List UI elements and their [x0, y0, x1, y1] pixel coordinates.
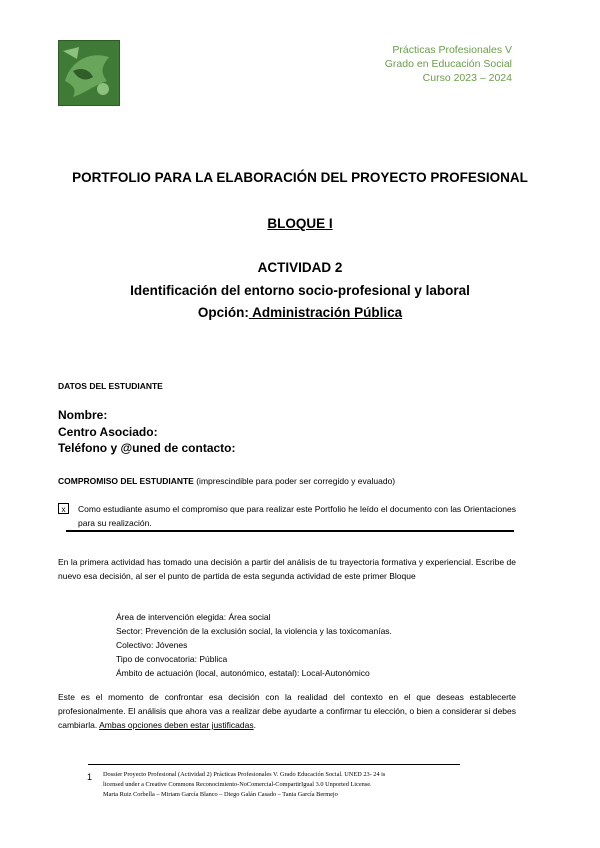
decision-list — [116, 610, 392, 680]
opcion-label: Opción: — [197, 305, 249, 320]
footer-rule — [88, 764, 460, 765]
footer-line-2: licensed under a Creative Commons Reconocimiento-NoComercial-CompartirIgual 3.0 Unported License. — [103, 781, 372, 788]
actividad-heading: ACTIVIDAD 2 — [257, 260, 343, 275]
bloque-heading: BLOQUE I — [267, 216, 333, 231]
telefono-field: Teléfono y @uned de contacto: — [58, 441, 236, 455]
page-number: 1 — [87, 772, 93, 782]
compromiso-heading-line — [58, 476, 395, 486]
student-fields — [58, 407, 236, 457]
header-line-3: Curso 2023 – 2024 — [422, 72, 512, 84]
opcion-line — [0, 305, 600, 320]
closing-paragraph — [58, 690, 516, 732]
ambito-item: Ámbito de actuación (local, autonómico, estatal): Local-Autonómico — [116, 668, 370, 678]
compromiso-note: (imprescindible para poder ser corregido y evaluado) — [193, 476, 396, 486]
centro-field: Centro Asociado: — [58, 424, 158, 439]
compromiso-heading: COMPROMISO DEL ESTUDIANTE — [58, 476, 194, 486]
university-logo — [58, 40, 120, 106]
header-line-1: Prácticas Profesionales V — [392, 44, 512, 56]
sector-item: Sector: Prevención de la exclusión social, la violencia y las toxicomanías. — [116, 626, 392, 636]
activity-subtitle: Identificación del entorno socio-profesional y laboral — [130, 283, 470, 298]
footer-license — [103, 770, 503, 800]
compromiso-text: Como estudiante asumo el compromiso que para realizar este Portfolio he leído el documento con las Orientaciones para su realización. — [78, 504, 516, 528]
footer-line-3: Marta Ruiz Corbella – Miriam García Blanco – Diego Galán Casado – Tania García Bermejo — [103, 791, 338, 798]
closing-text: Este es el momento de confrontar esa decisión con la realidad del contexto en el que deseas establecerte profesionalmente. El análisis que ahora vas a realizar debe ayudarte a confirmar tu elección, o bien a considerar si debes cambiarla. — [58, 692, 516, 730]
header-line-2: Grado en Educación Social — [384, 58, 512, 70]
intro-paragraph: En la primera actividad has tomado una decisión a partir del análisis de tu trayectoria formativa y experiencial. Escribe de nuevo esa decisión, al ser el punto de partida de esta segunda actividad de este primer Bloque — [58, 557, 516, 581]
document-title: PORTFOLIO PARA LA ELABORACIÓN DEL PROYECTO PROFESIONAL — [72, 170, 528, 185]
compromiso-checkbox[interactable]: x — [58, 503, 69, 514]
area-item: Área de intervención elegida: Área social — [116, 612, 271, 622]
closing-end: . — [253, 720, 256, 730]
footer-line-1: Dossier Proyecto Profesional (Actividad 2) Prácticas Profesionales V. Grado Educación Social. UNED 23- 24 is — [103, 771, 386, 778]
student-data-heading: DATOS DEL ESTUDIANTE — [58, 381, 163, 391]
opcion-value: Administración Pública — [248, 305, 403, 320]
nombre-field: Nombre: — [58, 408, 108, 422]
tipo-item: Tipo de convocatoria: Pública — [116, 654, 228, 664]
closing-underlined: Ambas opciones deben estar justificadas — [99, 720, 254, 730]
logo-emblem-icon — [59, 41, 120, 106]
colectivo-item: Colectivo: Jóvenes — [116, 640, 188, 650]
divider — [66, 530, 514, 532]
course-header — [385, 43, 512, 85]
